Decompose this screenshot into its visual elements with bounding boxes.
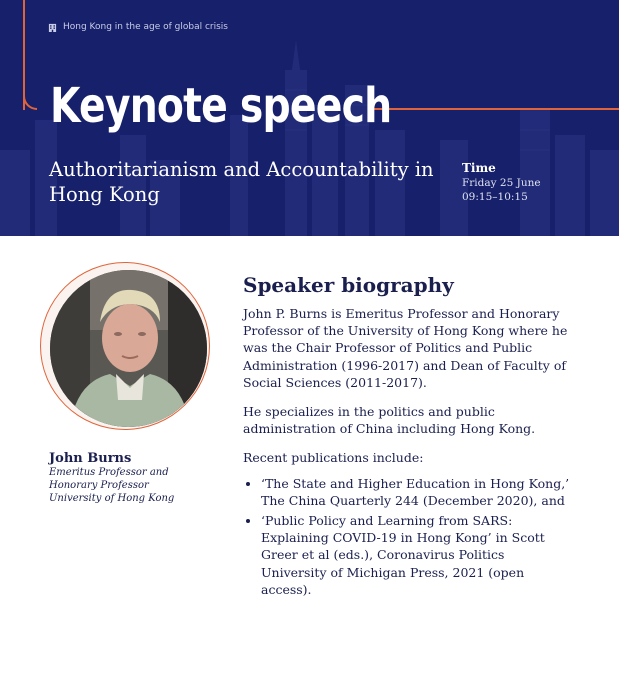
accent-line-horizontal	[370, 108, 619, 110]
speaker-biography	[243, 272, 573, 601]
building-icon	[48, 23, 57, 32]
speaker-portrait-image	[50, 270, 207, 427]
talk-subtitle: Authoritarianism and Accountability in Hong Kong	[49, 158, 434, 206]
publications-list	[243, 475, 573, 598]
publication-item: • ‘Public Policy and Learning from SARS: Explaining COVID-19 in Hong Kong’ in Scott Greer et al (eds.), Coronavirus Politics University of Michigan Press, 2021 (open access).	[261, 512, 573, 598]
time-date: Friday 25 June	[462, 177, 541, 189]
speaker-photo	[50, 270, 207, 427]
speaker-name: John Burns	[49, 451, 132, 466]
publications-intro: Recent publications include:	[243, 450, 424, 466]
time-label: Time	[462, 161, 496, 175]
event-label: Hong Kong in the age of global crisis	[63, 22, 228, 32]
time-block	[462, 160, 541, 204]
biography-paragraph-1: John P. Burns is Emeritus Professor and Honorary Professor of the University of Hong Kong where he was the Chair Professor of Politics and Public Administration (1996-2017) and Dean of Faculty of Social Sciences (2011-2017).	[243, 306, 568, 390]
speaker-title: Emeritus Professor and Honorary Professor	[49, 467, 169, 491]
header-banner	[0, 0, 619, 236]
accent-line-vertical	[23, 0, 25, 110]
speaker-affiliation: University of Hong Kong	[49, 493, 175, 504]
biography-heading: Speaker biography	[243, 273, 454, 297]
event-tag	[48, 22, 228, 32]
page-title: Keynote speech	[50, 78, 392, 134]
time-hours: 09:15–10:15	[462, 191, 528, 203]
speaker-role	[49, 466, 214, 505]
biography-paragraph-2: He specializes in the politics and public administration of China including Hong Kong.	[243, 404, 536, 437]
publication-item: • ‘The State and Higher Education in Hong Kong,’ The China Quarterly 244 (December 2020), and	[261, 475, 573, 509]
